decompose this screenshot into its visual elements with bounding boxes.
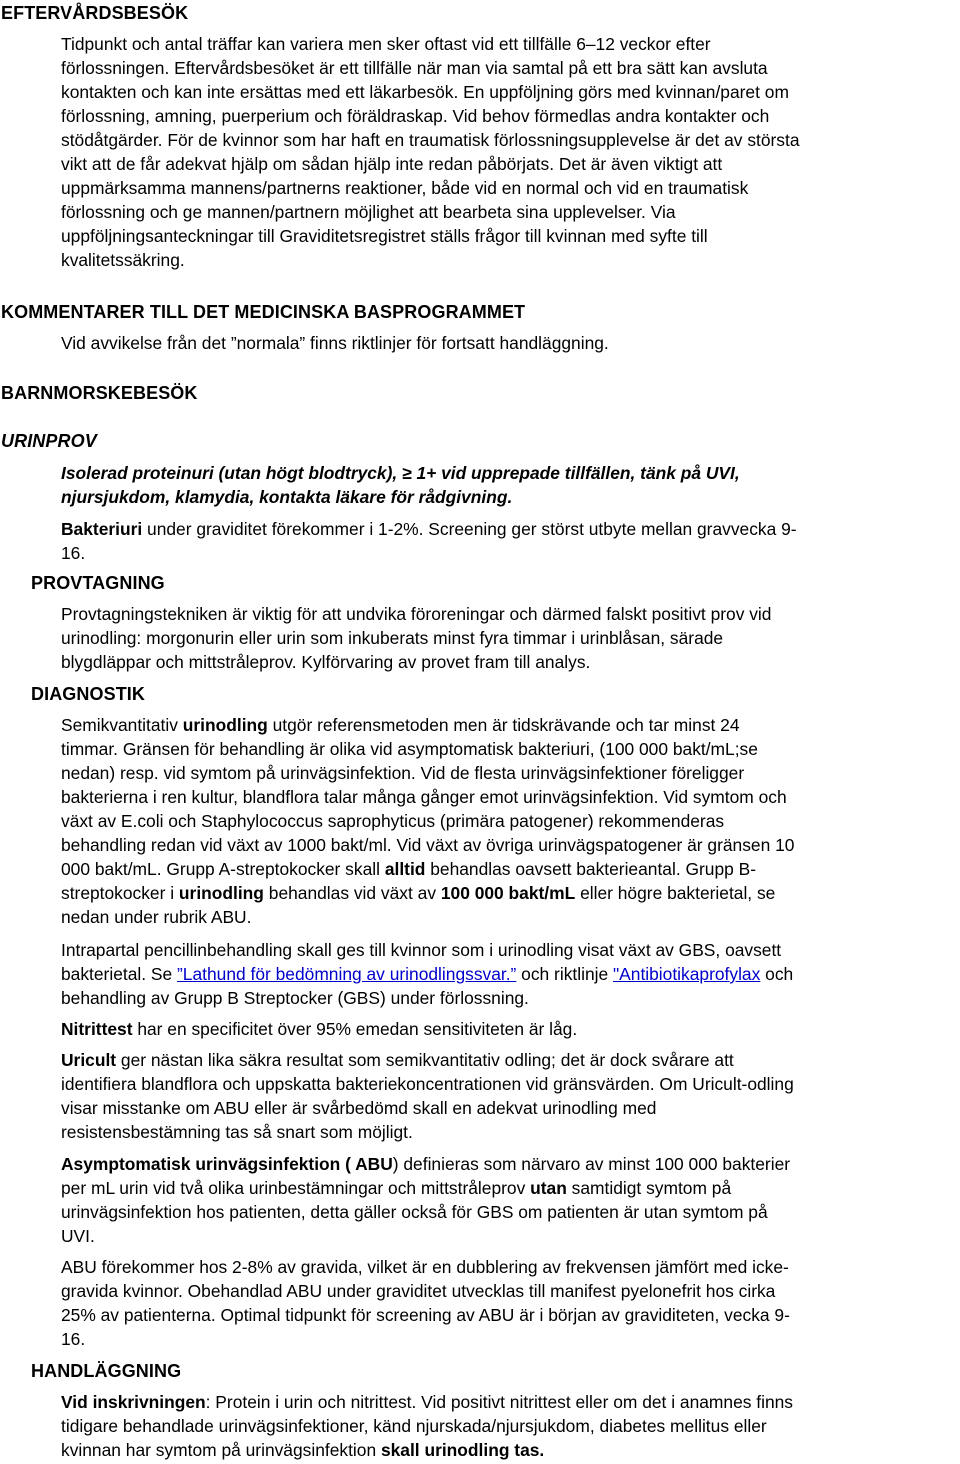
text-line: njursjukdom, klamydia, kontakta läkare för rådgivning. [61,487,513,507]
bold-term: 100 000 bakt/mL [440,883,576,903]
text-run: behandlas oavsett bakterieantal. Grupp B- [425,859,757,879]
bold-term: Asymptomatisk urinvägsinfektion ( ABU [61,1154,393,1174]
bakteriuri-paragraph [61,517,954,565]
text-line: visar misstanke om ABU eller är svårbedömd skall en adekvat urinodling med [61,1098,657,1118]
bold-term: skall urinodling tas. [380,1440,545,1460]
section-heading-urinprov: URINPROV [1,431,97,451]
antibiotikaprofylax-link[interactable]: "Antibiotikaprofylax [613,964,761,984]
text-run: Semikvantitativ [61,715,183,735]
provtagning-paragraph [61,602,954,674]
text-run: utgör referensmetoden men är tidskrävande och tar minst 24 [267,715,740,735]
text-run: : Protein i urin och nitrittest. Vid positivt nitrittest eller om det i anamnes finns [205,1392,793,1412]
text-run: kvinnan har symtom på urinvägsinfektion [61,1440,381,1460]
text-run: under graviditet förekommer i 1-2%. Screening ger störst utbyte mellan gravvecka 9- [142,519,797,539]
handlaggning-paragraph [61,1390,954,1462]
eftervard-paragraph [61,32,954,272]
text-run: bakterietal. Se [61,964,178,984]
lathund-link[interactable]: ”Lathund för bedömning av urinodlingssvar.” [177,964,517,984]
text-run: och [760,964,794,984]
text-run: ger nästan lika säkra resultat som semikvantitativ odling; det är dock svårare att [116,1050,734,1070]
text-line: behandling av Grupp B Streptocker (GBS) under förlossning. [61,988,529,1008]
section-heading-eftervardsbesok: EFTERVÅRDSBESÖK [1,3,189,23]
bold-term: Uricult [61,1050,117,1070]
section-heading-handlaggning: HANDLÄGGNING [31,1361,182,1381]
bold-term: Bakteriuri [61,519,143,539]
section-heading-provtagning: PROVTAGNING [31,573,165,593]
text-run: och riktlinje [516,964,613,984]
text-line: kontakten och kan inte ersättas med ett läkarbesök. En uppföljning görs med kvinnan/paret om [61,82,789,102]
text-line: nedan) resp. vid symtom på urinvägsinfektion. Vid de flesta urinvägsinfektioner föreligger [61,763,745,783]
text-line: uppföljningsanteckningar till Graviditetsregistret ställs frågor till kvinnan med syfte till [61,226,708,246]
text-line: ABU förekommer hos 2-8% av gravida, vilket är en dubblering av frekvensen jämfört med icke- [61,1257,789,1277]
text-line: gravida kvinnor. Obehandlad ABU under graviditet utvecklas till manifest pyelonefrit hos cirka [61,1281,776,1301]
bold-term: utan [530,1178,567,1198]
proteinuri-warning [61,461,954,509]
text-line: Isolerad proteinuri (utan högt blodtryck), ≥ 1+ vid upprepade tillfällen, tänk på UVI, [61,463,740,483]
text-line: behandling redan vid växt av 1000 bakt/ml. Vid växt av övriga urinvägspatogener är gränsen 10 [61,835,795,855]
text-run: per mL urin vid två olika urinbestämningar och mittstråleprov [61,1178,531,1198]
text-run: behandlas vid växt av [263,883,441,903]
text-line: tidigare behandlade urinvägsinfektioner, känd njurskada/njursjukdom, diabetes mellitus eller [61,1416,767,1436]
text-run: samtidigt symtom på [566,1178,732,1198]
text-line: förlossningen. Eftervårdsbesöket är ett tillfälle när man via samtal på ett bra sätt kan avsluta [61,58,768,78]
text-line: stödåtgärder. För de kvinnor som har haft en traumatisk förlossningsupplevelse är det av största [61,130,800,150]
abu-frequency-paragraph [61,1255,954,1351]
text-line: 16. [61,543,86,563]
nitrittest-paragraph [61,1017,954,1041]
bold-term: urinodling [178,883,264,903]
text-line: UVI. [61,1226,95,1246]
text-line: uppmärksamma mannens/partnerns reaktioner, både vid en normal och vid en traumatisk [61,178,749,198]
bold-term: Vid inskrivningen [61,1392,206,1412]
text-line: växt av E.coli och Staphylococcus saprophyticus (primära patogener) rekommenderas [61,811,725,831]
text-line: förlossning, amning, puerperium och föräldraskap. Vid behov förmedlas andra kontakter och [61,106,770,126]
text-run: 000 bakt/mL. Grupp A-streptokocker skall [61,859,385,879]
text-line: urinodling: morgonurin eller urin som inkuberats minst fyra timmar i urinblåsan, särade [61,628,724,648]
text-run: ) definieras som närvaro av minst 100 000 bakterier [392,1154,791,1174]
text-line: timmar. Gränsen för behandling är olika vid asymptomatisk bakteriuri, (100 000 bakt/mL;se [61,739,758,759]
abu-definition-paragraph [61,1152,954,1248]
kommentarer-text: Vid avvikelse från det ”normala” finns riktlinjer för fortsatt handläggning. [61,333,609,353]
text-line: resistensbestämning tas så snart som möjligt. [61,1122,413,1142]
diagnostik-paragraph-2 [61,938,954,1010]
text-line: förlossning och ge mannen/partnern möjlighet att bearbeta sina upplevelser. Via [61,202,676,222]
text-line: bakterierna i ren kultur, blandflora talar många gånger emot urinvägsinfektion. Vid symtom och [61,787,787,807]
text-line: 16. [61,1329,86,1349]
uricult-paragraph [61,1048,954,1144]
section-heading-kommentarer: KOMMENTARER TILL DET MEDICINSKA BASPROGRAMMET [1,302,526,322]
bold-term: Nitrittest [61,1019,133,1039]
bold-term: alltid [384,859,426,879]
text-line: identifiera blandflora och uppskatta bakteriekoncentrationen vid gränsvärden. Om Uricult-odling [61,1074,794,1094]
text-line: kvalitetssäkring. [61,250,185,270]
text-line: Provtagningstekniken är viktig för att undvika föroreningar och därmed falskt positivt prov vid [61,604,772,624]
section-heading-diagnostik: DIAGNOSTIK [31,684,146,704]
text-line: nedan under rubrik ABU. [61,907,252,927]
text-run: streptokocker i [61,883,179,903]
bold-term: urinodling [182,715,268,735]
section-heading-barnmorskebesok: BARNMORSKEBESÖK [1,383,198,403]
text-run: eller högre bakterietal, se [575,883,776,903]
text-line: 25% av patienterna. Optimal tidpunkt för screening av ABU är i början av graviditeten, vecka 9- [61,1305,790,1325]
text-line: blygdläppar och mittstråleprov. Kylförvaring av provet fram till analys. [61,652,591,672]
diagnostik-paragraph-1 [61,713,954,929]
text-line: Intrapartal pencillinbehandling skall ges till kvinnor som i urinodling visat växt av GBS, oavsett [61,940,782,960]
text-line: Tidpunkt och antal träffar kan variera men sker oftast vid ett tillfälle 6–12 veckor efter [61,34,711,54]
text-run: har en specificitet över 95% emedan sensitiviteten är låg. [132,1019,578,1039]
text-line: urinvägsinfektion hos patienten, detta gäller också för GBS om patienten är utan symtom på [61,1202,768,1222]
text-line: vikt att de får adekvat hjälp om sådan hjälp inte redan påbörjats. Det är även viktigt att [61,154,723,174]
